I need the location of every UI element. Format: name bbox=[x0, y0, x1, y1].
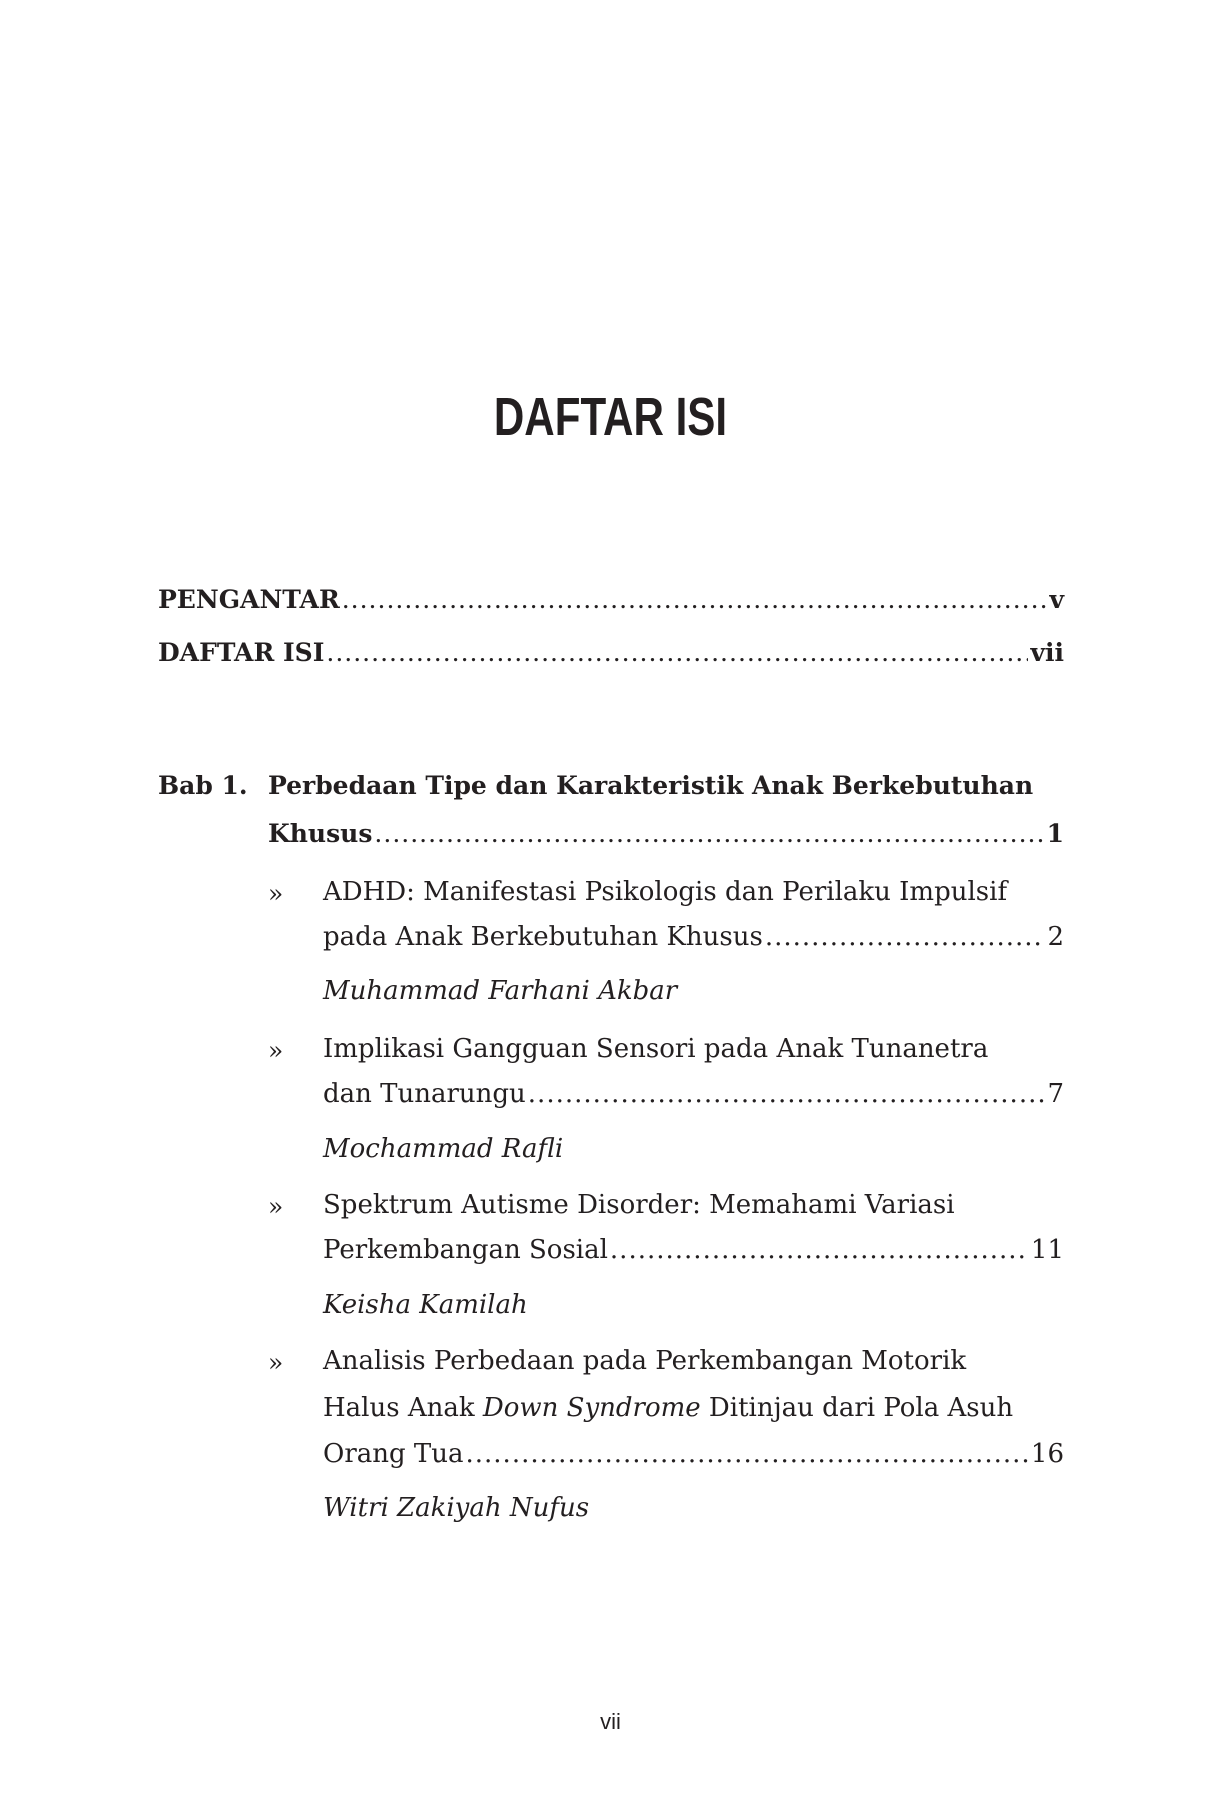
leader-dots bbox=[466, 1436, 1029, 1472]
entry-title-line[interactable]: ADHD: Manifestasi Psikologis dan Perilaku Impulsif bbox=[323, 877, 1008, 907]
chapter-title-line[interactable]: Perbedaan Tipe dan Karakteristik Anak Berkebutuhan bbox=[268, 771, 1034, 800]
toc-page-number: v bbox=[1049, 585, 1064, 614]
chapter-title-row[interactable] bbox=[268, 816, 1064, 852]
entry-title-line[interactable]: Spektrum Autisme Disorder: Memahami Variasi bbox=[323, 1190, 955, 1220]
entry-title-line: Orang Tua bbox=[323, 1439, 464, 1469]
entry-author: Muhammad Farhani Akbar bbox=[323, 976, 678, 1006]
toc-label: DAFTAR ISI bbox=[158, 638, 325, 667]
leader-dots bbox=[342, 582, 1048, 618]
leader-dots bbox=[610, 1232, 1029, 1268]
entry-title-segment: Halus Anak bbox=[323, 1393, 483, 1423]
chapter-title-line: Khusus bbox=[268, 819, 373, 848]
entry-title-italic-segment: Down Syndrome bbox=[482, 1393, 701, 1423]
toc-page-number: 16 bbox=[1030, 1439, 1064, 1469]
leader-dots bbox=[528, 1076, 1046, 1112]
toc-label: PENGANTAR bbox=[158, 585, 340, 614]
toc-page-number: 7 bbox=[1047, 1079, 1064, 1109]
bullet-icon: » bbox=[268, 1348, 284, 1377]
bullet-icon: » bbox=[268, 879, 284, 908]
entry-title-line: pada Anak Berkebutuhan Khusus bbox=[323, 922, 763, 952]
entry-title-row[interactable] bbox=[323, 1076, 1064, 1112]
entry-title-segment: Ditinjau dari Pola Asuh bbox=[700, 1393, 1014, 1423]
entry-author: Witri Zakiyah Nufus bbox=[323, 1493, 590, 1523]
toc-page-number: 11 bbox=[1030, 1235, 1064, 1265]
bullet-icon: » bbox=[268, 1036, 284, 1065]
page-number: vii bbox=[600, 1709, 621, 1734]
bullet-icon: » bbox=[268, 1192, 284, 1221]
page-title: DAFTAR ISI bbox=[493, 387, 728, 447]
entry-title-line: Perkembangan Sosial bbox=[323, 1235, 608, 1265]
chapter-label: Bab 1. bbox=[158, 771, 248, 800]
leader-dots bbox=[374, 816, 1044, 852]
entry-title-row[interactable] bbox=[323, 1436, 1064, 1472]
entry-title-line[interactable]: Analisis Perbedaan pada Perkembangan Motorik bbox=[323, 1346, 967, 1376]
toc-page-number: 2 bbox=[1047, 922, 1064, 952]
leader-dots bbox=[326, 635, 1028, 671]
entry-title-line[interactable] bbox=[323, 1390, 1013, 1426]
toc-page-number: 1 bbox=[1046, 819, 1064, 848]
toc-page-number: vii bbox=[1030, 638, 1064, 667]
entry-title-line[interactable]: Implikasi Gangguan Sensori pada Anak Tunanetra bbox=[323, 1034, 989, 1064]
toc-row-pengantar[interactable] bbox=[158, 582, 1064, 618]
entry-author: Keisha Kamilah bbox=[323, 1290, 528, 1320]
entry-author: Mochammad Rafli bbox=[323, 1134, 564, 1164]
entry-title-line: dan Tunarungu bbox=[323, 1079, 526, 1109]
leader-dots bbox=[765, 919, 1046, 955]
entry-title-row[interactable] bbox=[323, 919, 1064, 955]
toc-row-daftar-isi[interactable] bbox=[158, 635, 1064, 671]
entry-title-row[interactable] bbox=[323, 1232, 1064, 1268]
